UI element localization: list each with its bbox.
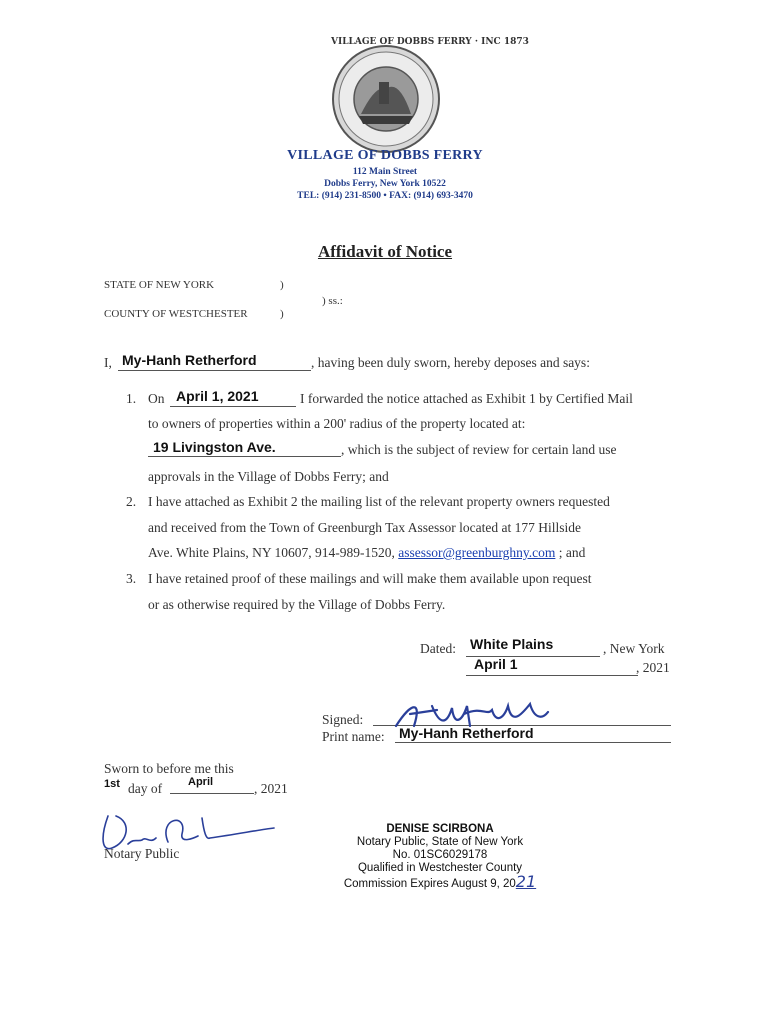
item-1-number: 1. <box>126 391 137 406</box>
venue-county: COUNTY OF WESTCHESTER <box>104 308 248 320</box>
venue-paren-2: ) <box>280 308 284 320</box>
assessor-email-link[interactable]: assessor@greenburghny.com <box>398 545 556 560</box>
item-3-text-2: or as otherwise required by the Village of Dobbs Ferry. <box>148 597 446 612</box>
item-2-text-1: I have attached as Exhibit 2 the mailing list of the relevant property owners requested <box>148 494 610 509</box>
print-name-label: Print name: <box>322 729 385 744</box>
sworn-year: , 2021 <box>254 781 288 796</box>
deponent-name: My-Hanh Retherford <box>122 352 257 368</box>
notary-stamp <box>330 823 550 891</box>
item-2-text-4: ; and <box>558 545 586 560</box>
notary-stamp-line-5: Commission Expires August 9, 20 <box>343 878 516 890</box>
intro-suffix: , having been duly sworn, hereby deposes and says: <box>311 355 590 370</box>
seal-text: VILLAGE OF DOBBS FERRY · INC 1873 <box>331 37 529 47</box>
village-name: VILLAGE OF DOBBS FERRY <box>287 148 483 163</box>
contact-line: TEL: (914) 231-8500 • FAX: (914) 693-3470 <box>297 191 473 201</box>
mailing-date: April 1, 2021 <box>176 388 259 404</box>
dated-city: White Plains <box>470 636 554 652</box>
notary-expiry-year: 21 <box>515 872 537 891</box>
village-seal-logo <box>331 37 529 154</box>
notary-stamp-line-5-row <box>330 872 550 891</box>
item-3-number: 3. <box>126 571 137 586</box>
dated-label: Dated: <box>420 641 456 656</box>
sworn-day: 1st <box>104 778 120 790</box>
sworn-line: Sworn to before me this <box>104 761 234 776</box>
address-line-1: 112 Main Street <box>352 167 418 177</box>
item-2-text-2: and received from the Town of Greenburgh Tax Assessor located at 177 Hillside <box>148 520 582 535</box>
item-2-text-3-row <box>148 545 585 561</box>
dated-year: , 2021 <box>636 660 670 675</box>
venue-state: STATE OF NEW YORK <box>104 279 215 291</box>
notary-stamp-line-2: Notary Public, State of New York <box>356 836 524 848</box>
sworn-month: April <box>188 776 214 788</box>
notary-stamp-line-3: No. 01SC6029178 <box>392 849 488 861</box>
venue-paren-1: ) <box>280 279 284 291</box>
notary-name: DENISE SCIRBONA <box>386 823 494 835</box>
property-address: 19 Livingston Ave. <box>153 439 276 455</box>
venue-ss: ) ss.: <box>322 295 343 307</box>
item-2-text-3: Ave. White Plains, NY 10607, 914-989-1520, <box>148 545 395 560</box>
item-1-text-3: , which is the subject of review for certain land use <box>341 442 617 457</box>
dated-state: , New York <box>603 641 665 656</box>
print-name: My-Hanh Retherford <box>399 725 534 741</box>
item-1-on: On <box>148 391 165 406</box>
notary-stamp-line-4: Qualified in Westchester County <box>357 862 523 874</box>
notary-public-label: Notary Public <box>104 846 180 861</box>
signed-label: Signed: <box>322 712 364 727</box>
address-line-2: Dobbs Ferry, New York 10522 <box>324 179 446 189</box>
item-1-text-1: I forwarded the notice attached as Exhibit 1 by Certified Mail <box>300 391 633 406</box>
dated-date: April 1 <box>474 656 518 672</box>
item-2-number: 2. <box>126 494 137 509</box>
sworn-day-of: day of <box>128 781 163 796</box>
intro-prefix: I, <box>104 355 112 370</box>
document-title: Affidavit of Notice <box>317 242 453 261</box>
item-3-text-1: I have retained proof of these mailings and will make them available upon request <box>148 571 592 586</box>
item-1-text-2: to owners of properties within a 200' radius of the property located at: <box>148 416 526 431</box>
item-1-text-4: approvals in the Village of Dobbs Ferry; and <box>148 469 389 484</box>
